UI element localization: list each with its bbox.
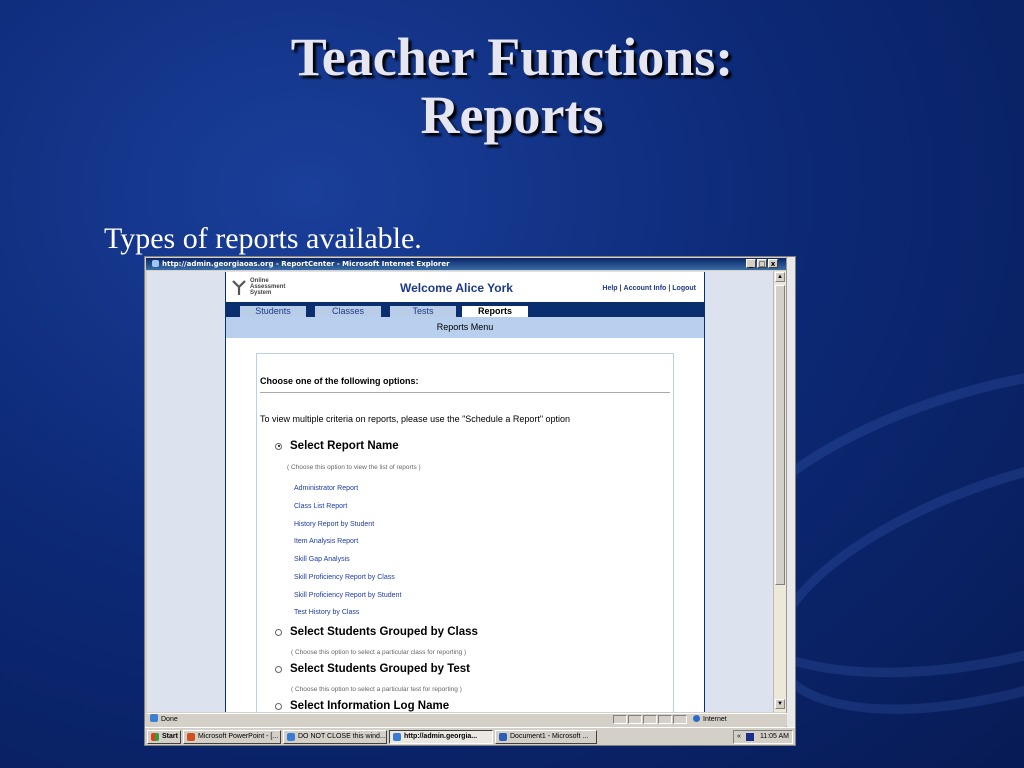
start-button[interactable]	[147, 730, 181, 744]
minimize-button[interactable]: _	[746, 259, 756, 268]
status-cell	[658, 715, 672, 724]
option-grouped-by-class[interactable]	[275, 626, 478, 638]
taskbar-button-label: Document1 - Microsoft ...	[510, 733, 589, 740]
report-link-history-by-student[interactable]: History Report by Student	[294, 521, 375, 528]
scroll-thumb[interactable]	[775, 285, 785, 585]
slide-bullet: Types of reports available.	[104, 222, 422, 255]
window-controls	[746, 259, 778, 268]
internet-zone	[693, 714, 727, 726]
link-separator: |	[619, 285, 622, 292]
taskbar-button-label: Microsoft PowerPoint - [...	[198, 733, 279, 740]
logo-text	[250, 278, 285, 296]
status-text: Done	[161, 716, 178, 723]
header-links	[602, 285, 696, 292]
option-information-log[interactable]	[275, 700, 449, 712]
slide-title-line1: Teacher Functions:	[290, 27, 734, 87]
browser-title: http://admin.georgiaoas.org - ReportCenter - Microsoft Internet Explorer	[162, 260, 450, 268]
ie-icon	[152, 260, 159, 267]
windows-logo-icon	[151, 733, 159, 741]
nav-tabs	[226, 304, 704, 317]
web-page	[225, 272, 705, 712]
maximize-button[interactable]: □	[758, 260, 766, 268]
tab-reports[interactable]: Reports	[462, 306, 528, 317]
report-link-skill-proficiency-student[interactable]: Skill Proficiency Report by Student	[294, 592, 402, 599]
taskbar-word[interactable]	[495, 730, 597, 744]
option-label: Select Information Log Name	[290, 700, 450, 712]
browser-titlebar	[146, 258, 788, 270]
slide-title	[0, 28, 1024, 144]
tray-app-icon	[746, 733, 754, 741]
clock: 11:05 AM	[759, 733, 789, 740]
report-link-skill-gap[interactable]: Skill Gap Analysis	[294, 556, 350, 563]
taskbar-powerpoint[interactable]	[183, 730, 281, 744]
site-header	[226, 272, 704, 304]
powerpoint-icon	[187, 733, 195, 741]
taskbar-ie-active[interactable]	[389, 730, 493, 744]
vertical-scrollbar[interactable]	[773, 271, 786, 712]
logo-line: Assessment	[250, 284, 286, 290]
welcome-message: Welcome Alice York	[400, 281, 513, 295]
logo-line: System	[250, 290, 272, 296]
ie-icon	[287, 733, 295, 741]
ie-icon	[393, 733, 401, 741]
scroll-down-icon[interactable]: ▼	[775, 699, 785, 709]
report-link-test-history-class[interactable]: Test History by Class	[294, 609, 360, 616]
system-tray	[733, 730, 793, 744]
help-link[interactable]: Help	[602, 285, 618, 292]
radio-selected-icon[interactable]	[275, 443, 282, 450]
oas-logo-icon	[232, 280, 246, 296]
logout-link[interactable]: Logout	[672, 285, 696, 292]
report-link-administrator[interactable]: Administrator Report	[294, 485, 359, 492]
tab-classes[interactable]: Classes	[315, 306, 381, 317]
status-cell	[613, 715, 627, 724]
globe-icon	[693, 715, 700, 722]
tab-tests[interactable]: Tests	[390, 306, 456, 317]
status-cell	[643, 715, 657, 724]
report-link-skill-proficiency-class[interactable]: Skill Proficiency Report by Class	[294, 574, 395, 581]
logo-line: Online	[250, 278, 269, 284]
divider	[260, 392, 670, 393]
option-grouped-by-test[interactable]	[275, 663, 470, 675]
reports-panel	[256, 353, 674, 712]
status-cell	[628, 715, 642, 724]
option-label: Select Students Grouped by Class	[290, 626, 478, 638]
taskbar-button-label: http://admin.georgia...	[404, 733, 478, 740]
reports-menu-title: Reports Menu	[226, 317, 704, 338]
option-note: ( Choose this option to view the list of reports )	[287, 464, 421, 471]
browser-content	[147, 271, 781, 712]
link-separator: |	[668, 285, 671, 292]
start-label: Start	[162, 733, 178, 740]
radio-icon[interactable]	[275, 703, 282, 710]
tab-students[interactable]: Students	[240, 306, 306, 317]
browser-screenshot	[144, 256, 796, 746]
taskbar-ie-window[interactable]	[283, 730, 387, 744]
close-button[interactable]: x	[768, 259, 778, 268]
zone-label: Internet	[703, 716, 727, 723]
choose-label: Choose one of the following options:	[260, 376, 419, 386]
option-report-name[interactable]	[275, 440, 399, 452]
schedule-hint: To view multiple criteria on reports, please use the "Schedule a Report" option	[260, 414, 571, 424]
report-link-item-analysis[interactable]: Item Analysis Report	[294, 538, 359, 545]
slide-title-line2: Reports	[420, 85, 604, 145]
option-note: ( Choose this option to select a particular test for reporting )	[291, 686, 462, 693]
radio-icon[interactable]	[275, 666, 282, 673]
windows-taskbar	[145, 727, 795, 746]
taskbar-button-label: DO NOT CLOSE this wind...	[298, 733, 386, 740]
page-done-icon	[150, 714, 158, 722]
report-link-class-list[interactable]: Class List Report	[294, 503, 348, 510]
status-bar	[147, 713, 787, 726]
option-label: Select Students Grouped by Test	[290, 663, 470, 675]
radio-icon[interactable]	[275, 629, 282, 636]
word-icon	[499, 733, 507, 741]
status-cell	[673, 715, 687, 724]
powerpoint-edge	[786, 257, 795, 727]
scroll-up-icon[interactable]: ▲	[775, 272, 785, 282]
tray-expand-icon[interactable]: «	[737, 733, 741, 740]
account-info-link[interactable]: Account Info	[623, 285, 667, 292]
option-note: ( Choose this option to select a particular class for reporting )	[291, 649, 467, 656]
option-label: Select Report Name	[290, 440, 399, 452]
